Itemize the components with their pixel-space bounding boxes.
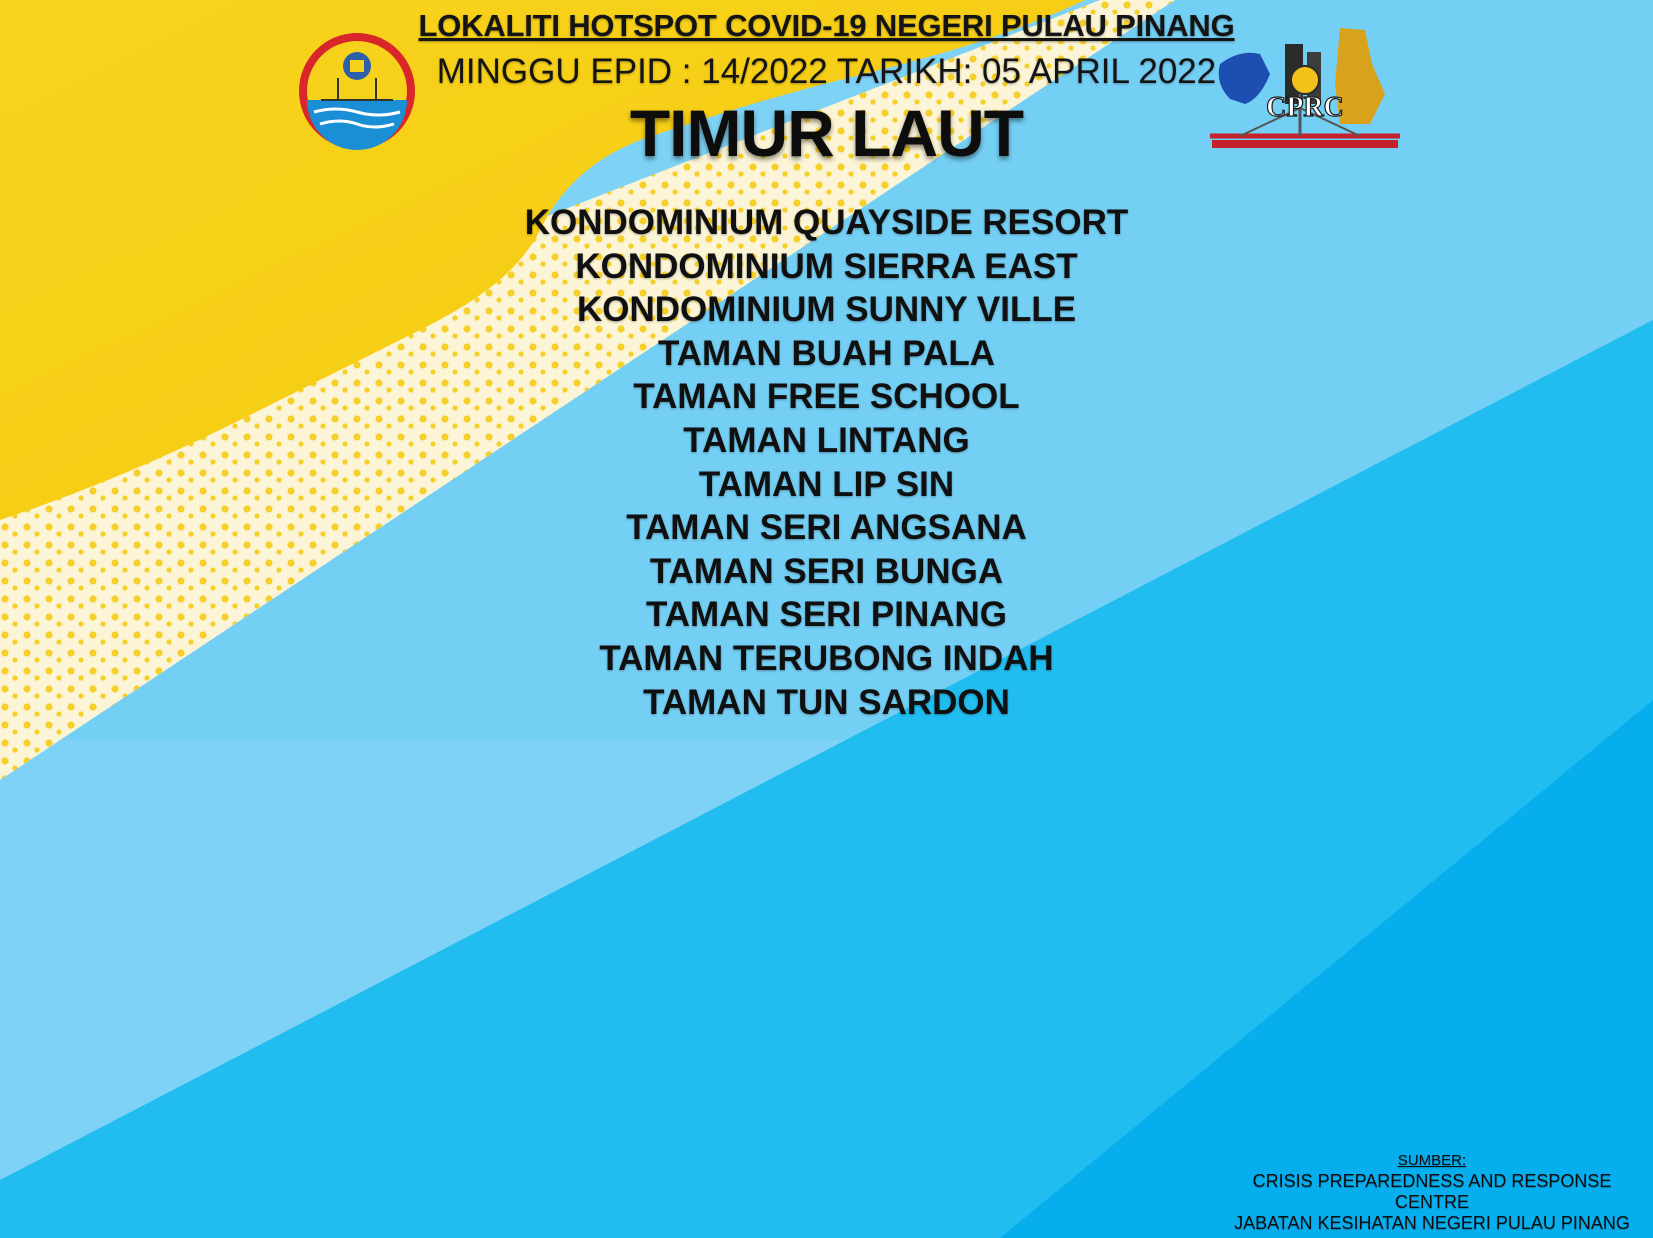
- list-item: TAMAN LIP SIN: [698, 464, 955, 504]
- district-name: TIMUR LAUT: [629, 96, 1024, 170]
- list-item: KONDOMINIUM SIERRA EAST: [575, 246, 1078, 286]
- source-line: CRISIS PREPAREDNESS AND RESPONSE: [1252, 1171, 1612, 1191]
- source-line: JABATAN KESIHATAN NEGERI PULAU PINANG: [1234, 1213, 1630, 1233]
- list-item: TAMAN SERI PINANG: [645, 595, 1008, 635]
- cprc-logo-text: CPRC: [1266, 92, 1344, 123]
- list-item: TAMAN BUAH PALA: [658, 333, 995, 373]
- source-line: CENTRE: [1394, 1192, 1469, 1212]
- list-item: TAMAN LINTANG: [683, 420, 970, 460]
- list-item: KONDOMINIUM SUNNY VILLE: [576, 290, 1077, 330]
- page-title: LOKALITI HOTSPOT COVID-19 NEGERI PULAU PINANG: [418, 8, 1235, 43]
- source-credit: [1222, 1150, 1642, 1234]
- locality-list: [0, 201, 1653, 724]
- list-item: KONDOMINIUM QUAYSIDE RESORT: [524, 203, 1129, 242]
- list-item: TAMAN TUN SARDON: [643, 682, 1010, 722]
- list-item: TAMAN SERI ANGSANA: [626, 508, 1027, 548]
- epid-week-date: MINGGU EPID : 14/2022 TARIKH: 05 APRIL 2022: [436, 52, 1217, 91]
- list-item: TAMAN SERI BUNGA: [649, 551, 1004, 591]
- source-label: SUMBER:: [1397, 1152, 1467, 1169]
- list-item: TAMAN FREE SCHOOL: [633, 377, 1020, 417]
- list-item: TAMAN TERUBONG INDAH: [599, 638, 1054, 678]
